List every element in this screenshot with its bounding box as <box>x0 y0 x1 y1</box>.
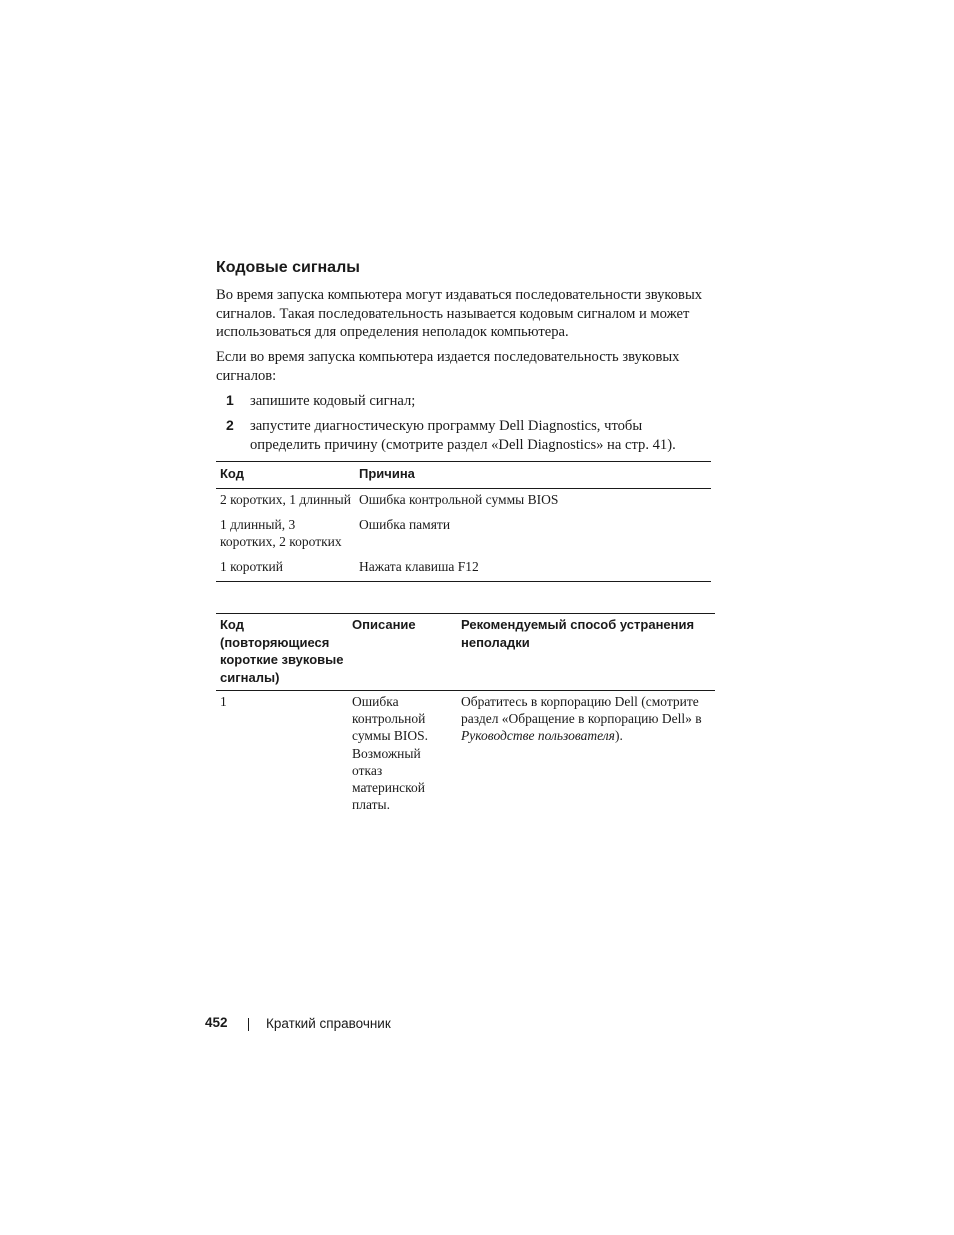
column-header-cause: Причина <box>355 462 711 489</box>
remedy-text: Обратитесь в корпорацию Dell (смотрите раздел «Обращение в корпорацию Dell» в <box>461 694 702 727</box>
intro-paragraph: Во время запуска компьютера могут издаваться последовательности звуковых сигналов. Такая последовательность называется кодовым сигналом и может использоваться для определения неполадок компьютера. <box>216 287 703 340</box>
table-header-row <box>216 614 715 691</box>
table-row <box>216 556 711 582</box>
cell-cause: Ошибка памяти <box>359 516 451 532</box>
column-header-code: Код <box>216 462 355 489</box>
step-number: 1 <box>226 392 234 408</box>
repeating-beep-table <box>216 613 715 817</box>
table-row <box>216 514 711 556</box>
column-header-code: Код (повторяющиеся короткие звуковые сигналы) <box>216 614 348 691</box>
section-heading: Кодовые сигналы <box>216 259 360 276</box>
table-row <box>216 691 715 818</box>
beep-code-cause-table <box>216 461 711 582</box>
table-header-row <box>216 462 711 489</box>
cell-cause: Ошибка контрольной суммы BIOS <box>359 491 559 507</box>
table-row <box>216 488 711 514</box>
column-header-description: Описание <box>348 614 457 691</box>
remedy-text-end: ). <box>614 728 623 744</box>
cell-cause: Нажата клавиша F12 <box>355 556 711 582</box>
step-text: запишите кодовый сигнал; <box>250 393 416 409</box>
step-number: 2 <box>226 417 234 433</box>
cell-description: Ошибка контрольной суммы BIOS. Возможный отказ материнской платы. <box>352 694 429 813</box>
user-guide-title: Руководстве пользователя <box>461 728 615 744</box>
cell-code: 2 коротких, 1 длинный <box>220 491 351 507</box>
footer-divider <box>248 1018 249 1031</box>
footer-section-title: Краткий справочник <box>266 1016 391 1031</box>
cell-code: 1 длинный, 3 коротких, 2 коротких <box>220 516 342 549</box>
cell-remedy <box>457 691 715 818</box>
column-header-remedy: Рекомендуемый способ устранения неполадки <box>457 614 715 691</box>
step-text: запустите диагностическую программу Dell Diagnostics, чтобы определить причину (смотрите раздел «Dell Diagnostics» на стр. 41). <box>250 418 676 453</box>
cell-code: 1 <box>220 694 227 709</box>
cell-code: 1 короткий <box>216 556 355 582</box>
page-number: 452 <box>205 1015 228 1030</box>
instruction-paragraph: Если во время запуска компьютера издается последовательность звуковых сигналов: <box>216 349 680 384</box>
